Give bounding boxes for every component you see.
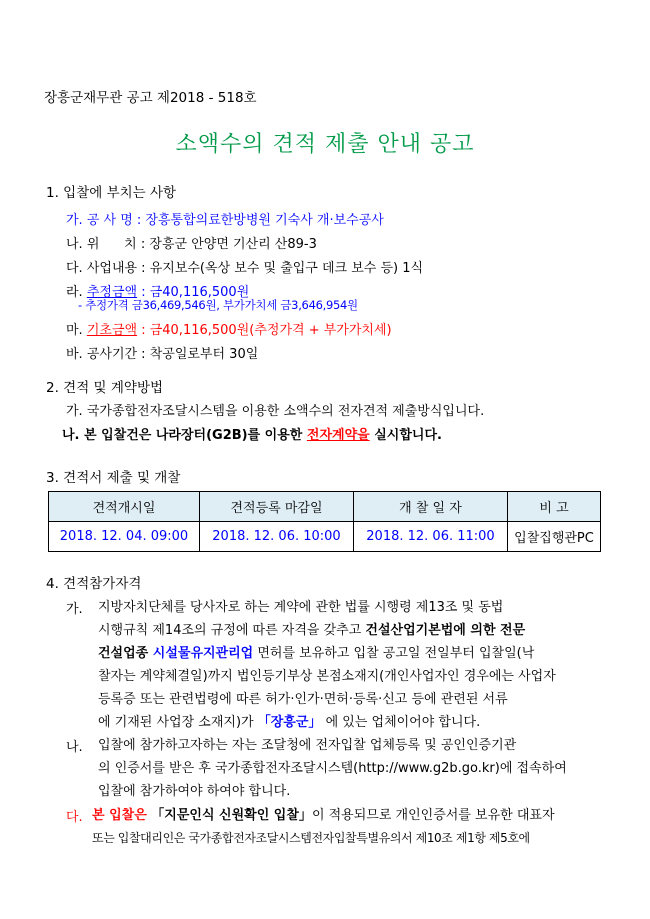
item-location-label: 나. 위 치 : xyxy=(66,237,150,252)
qual-da-marker: 다. xyxy=(66,810,83,825)
qual-na-marker: 나. xyxy=(66,740,83,755)
qual-ga-line-6c: 에 있는 업체이어야 합니다. xyxy=(321,715,481,730)
item-location xyxy=(66,233,317,252)
qual-da-line-1a: 본 입찰은 xyxy=(92,808,147,823)
qual-ga-line-6b: 「장흥군」 xyxy=(257,715,322,730)
qual-ga-paragraph xyxy=(98,596,603,734)
qual-ga-line-3b: 시설물유지관리업 xyxy=(152,646,254,661)
header-note: 비 고 xyxy=(508,492,601,522)
qual-ga-line-1: 지방자치단체를 당사자로 하는 계약에 관한 법률 시행령 제13조 및 동법 xyxy=(98,600,504,615)
item-base-amount xyxy=(66,319,392,338)
qual-da-line-1 xyxy=(92,804,607,827)
item-estimated-detail: - 추정가격 금36,469,546원, 부가가치세 금3,646,954원 xyxy=(78,298,358,312)
header-opening-date: 개 찰 일 자 xyxy=(354,492,508,522)
qual-ga-line-2a: 시행규칙 제14조의 규정에 따른 자격을 갖추고 xyxy=(98,623,366,638)
schedule-header-row xyxy=(49,492,601,522)
page-title: 소액수의 견적 제출 안내 공고 xyxy=(175,132,475,157)
item-scope-value: 유지보수(옥상 보수 및 출입구 데크 보수 등) 1식 xyxy=(149,261,424,276)
qual-ga-marker: 가. xyxy=(66,602,83,617)
item-base-value: : 금40,116,500원(추정가격 + 부가가치세) xyxy=(137,323,392,338)
item-project-name xyxy=(66,209,384,228)
item-base-label: 기초금액 xyxy=(86,323,138,338)
qual-na-line-3: 입찰에 참가하여야 하여야 합니다. xyxy=(98,784,291,799)
schedule-data-row xyxy=(49,522,601,552)
cell-opening-date: 2018. 12. 06. 11:00 xyxy=(354,522,508,552)
item-estimated-value: : 금40,116,500원 xyxy=(137,285,250,300)
qual-da-line-1c: 이 적용되므로 개인인증서를 보유한 대표자 xyxy=(311,808,555,823)
section-1-heading: 1. 입찰에 부치는 사항 xyxy=(46,185,177,201)
item-location-value: 장흥군 안양면 기산리 산89-3 xyxy=(149,237,317,252)
item-bid-method: 가. 국가종합전자조달시스템을 이용한 소액수의 전자견적 제출방식입니다. xyxy=(66,404,485,419)
item-scope xyxy=(66,257,423,276)
header-start-date: 견적개시일 xyxy=(49,492,200,522)
section-2-heading: 2. 견적 및 계약방법 xyxy=(46,380,164,396)
qual-ga-line-2 xyxy=(98,619,603,642)
qual-ga-line-6a: 에 기재된 사업장 소재지)가 xyxy=(98,715,258,730)
item-project-name-label: 가. 공 사 명 : xyxy=(66,213,146,228)
item-base-prefix: 마. xyxy=(66,323,87,338)
qual-na-paragraph xyxy=(98,734,603,803)
qual-na-line-2: 의 인증서를 받은 후 국가종합전자조달시스템(http://www.g2b.go.kr)에 접속하여 xyxy=(98,761,567,776)
item-contract-text-b: 실시합니다. xyxy=(369,428,442,443)
item-contract-highlight: 전자계약을 xyxy=(306,428,370,443)
qual-na-line-1: 입찰에 참가하고자하는 자는 조달청에 전자입찰 업체등록 및 공인인증기관 xyxy=(98,738,517,753)
item-contract-method xyxy=(62,424,442,443)
qual-ga-line-3c: 면허를 보유하고 입찰 공고일 전일부터 입찰일(낙 xyxy=(253,646,535,661)
header-deadline: 견적등록 마감일 xyxy=(200,492,354,522)
cell-note: 입찰집행관PC xyxy=(508,522,601,552)
qual-da-line-1b: 「지문인식 신원확인 입찰」 xyxy=(146,808,312,823)
item-estimated-prefix: 라. xyxy=(66,285,87,300)
item-contract-text-a: 나. 본 입찰건은 나라장터(G2B)를 이용한 xyxy=(62,428,307,443)
cell-deadline: 2018. 12. 06. 10:00 xyxy=(200,522,354,552)
section-4-heading: 4. 견적참가자격 xyxy=(46,576,142,592)
section-3-heading: 3. 견적서 제출 및 개찰 xyxy=(46,470,181,486)
qual-ga-line-6 xyxy=(98,711,603,734)
qual-ga-line-5: 등록증 또는 관련법령에 따른 허가·인가·면허·등록·신고 등에 관련된 서류 xyxy=(98,692,508,707)
notice-number: 장흥군재무관 공고 제2018 - 518호 xyxy=(44,90,257,106)
item-period: 바. 공사기간 : 착공일로부터 30일 xyxy=(66,347,259,362)
cell-start-date: 2018. 12. 04. 09:00 xyxy=(49,522,200,552)
qual-ga-line-3a: 건설업종 xyxy=(98,646,153,661)
qual-ga-line-2b: 건설산업기본법에 의한 전문 xyxy=(365,623,526,638)
item-estimated-label: 추정금액 xyxy=(86,285,138,300)
qual-ga-line-4: 찰자는 계약체결일)까지 법인등기부상 본점소재지(개인사업자인 경우에는 사업자 xyxy=(98,669,556,684)
qual-ga-line-3 xyxy=(98,642,603,665)
schedule-table xyxy=(48,491,601,552)
item-scope-label: 다. 사업내용 : xyxy=(66,261,150,276)
qual-da-line-2: 또는 입찰대리인은 국가종합전자조달시스템전자입찰특별유의서 제10조 제1항 제5호에 xyxy=(92,831,530,845)
qual-da-paragraph xyxy=(92,804,607,850)
item-project-name-value: 장흥통합의료한방병원 기숙사 개·보수공사 xyxy=(145,213,384,228)
